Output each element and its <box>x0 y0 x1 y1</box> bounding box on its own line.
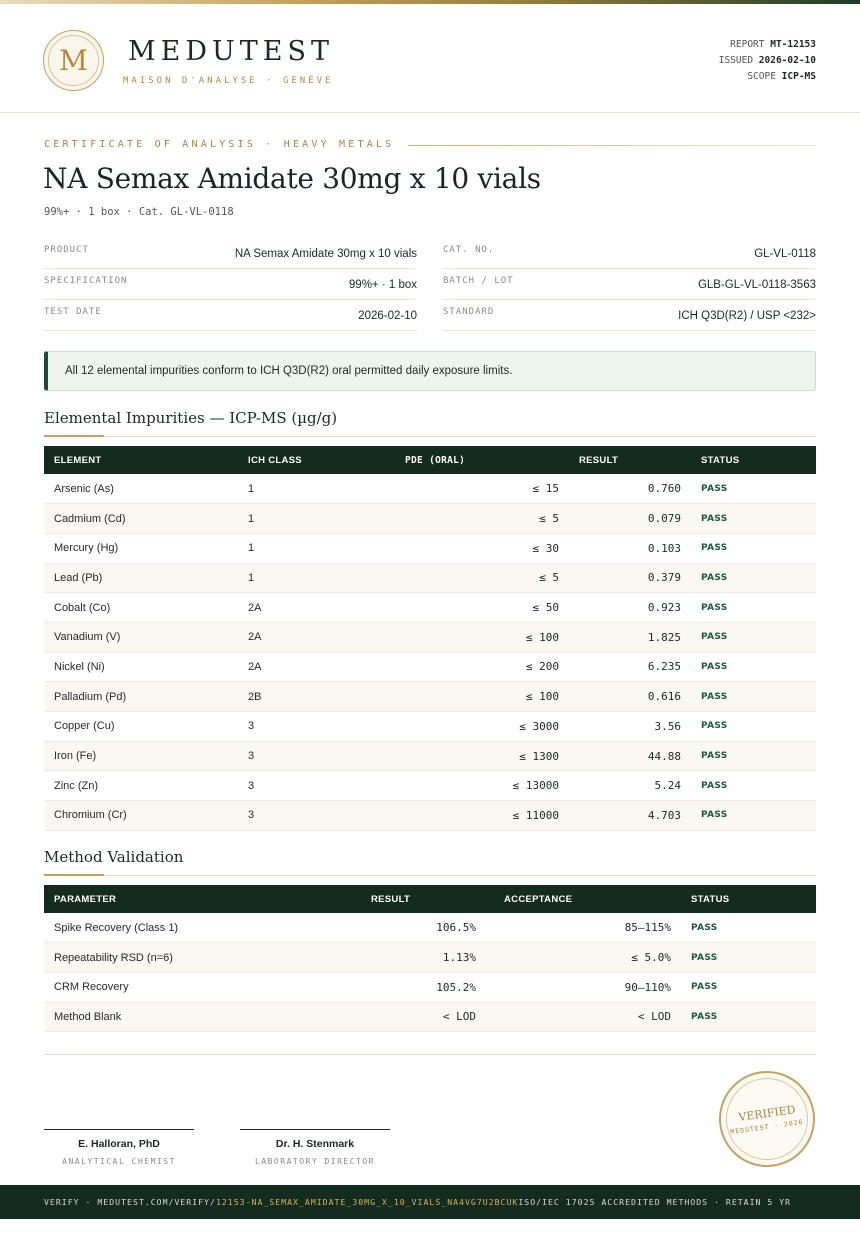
result-value: 4.703 <box>569 801 691 831</box>
info-row-test-date: TEST DATE 2026-02-10 <box>44 300 417 331</box>
method-result: 106.5% <box>310 913 486 943</box>
pde-limit: ≤ 200 <box>395 652 569 682</box>
pde-limit: ≤ 11000 <box>395 801 569 831</box>
status-badge: PASS <box>681 943 816 973</box>
element-name: Palladium (Pd) <box>44 682 238 712</box>
method-result: 1.13% <box>310 943 486 973</box>
status-badge: PASS <box>691 593 816 623</box>
table-row <box>44 943 816 973</box>
status-badge: PASS <box>691 563 816 593</box>
result-value: 0.379 <box>569 563 691 593</box>
pde-limit: ≤ 100 <box>395 622 569 652</box>
element-name: Chromium (Cr) <box>44 801 238 831</box>
ich-class: 2A <box>238 622 395 652</box>
col-method-result: RESULT <box>371 893 411 905</box>
status-badge: PASS <box>681 1002 816 1032</box>
element-name: Lead (Pb) <box>44 563 238 593</box>
result-value: 0.760 <box>569 474 691 504</box>
status-badge: PASS <box>691 533 816 563</box>
pde-limit: ≤ 15 <box>395 474 569 504</box>
table-row <box>44 682 816 712</box>
table-row <box>44 712 816 742</box>
acceptance-range: < LOD <box>486 1002 681 1032</box>
status-badge: PASS <box>691 801 816 831</box>
table-row <box>44 771 816 801</box>
result-value: 44.88 <box>569 741 691 771</box>
method-section-accent <box>44 874 104 876</box>
ich-class: 3 <box>238 801 395 831</box>
method-section-title: Method Validation <box>44 848 184 866</box>
method-result: < LOD <box>310 1002 486 1032</box>
col-parameter: PARAMETER <box>54 893 117 905</box>
element-name: Cobalt (Co) <box>44 593 238 623</box>
element-name: Nickel (Ni) <box>44 652 238 682</box>
status-badge: PASS <box>691 622 816 652</box>
result-value: 6.235 <box>569 652 691 682</box>
element-name: Copper (Cu) <box>44 712 238 742</box>
kicker-divider <box>408 145 816 146</box>
ich-class: 1 <box>238 474 395 504</box>
parameter-name: Spike Recovery (Class 1) <box>44 913 310 943</box>
pde-limit: ≤ 5 <box>395 563 569 593</box>
result-value: 0.616 <box>569 682 691 712</box>
info-grid-right <box>443 238 816 331</box>
meta-report: REPORT MT-12153 <box>730 39 816 50</box>
result-value: 0.923 <box>569 593 691 623</box>
pde-limit: ≤ 30 <box>395 533 569 563</box>
status-badge: PASS <box>691 474 816 504</box>
meta-scope: SCOPE ICP-MS <box>747 71 816 82</box>
brand-name: MEDUTEST <box>128 36 334 67</box>
table-row <box>44 1002 816 1032</box>
elements-table <box>44 446 816 831</box>
method-result: 105.2% <box>310 972 486 1002</box>
verify-link[interactable]: 12153-NA_SEMAX_AMIDATE_30MG_X_10_VIALS_NA4VG7U2BCUK <box>215 1197 519 1207</box>
info-row-cat-no: CAT. NO. GL-VL-0118 <box>443 238 816 269</box>
element-name: Arsenic (As) <box>44 474 238 504</box>
brand-subtitle: MAISON D'ANALYSE · GENÈVE <box>123 76 334 86</box>
content-end-divider <box>44 1054 816 1055</box>
pde-limit: ≤ 50 <box>395 593 569 623</box>
result-value: 3.56 <box>569 712 691 742</box>
pde-limit: ≤ 1300 <box>395 741 569 771</box>
status-badge: PASS <box>681 913 816 943</box>
ich-class: 3 <box>238 771 395 801</box>
table-row <box>44 741 816 771</box>
report-meta <box>719 37 816 85</box>
verified-seal: VERIFIED MEDUTEST · 2026 <box>719 1071 815 1167</box>
method-table <box>44 885 816 1032</box>
info-row-product: PRODUCT NA Semax Amidate 30mg x 10 vials <box>44 238 417 269</box>
info-row-standard: STANDARD ICH Q3D(R2) / USP <232> <box>443 300 816 331</box>
status-badge: PASS <box>691 771 816 801</box>
table-row <box>44 972 816 1002</box>
elements-section-accent <box>44 435 104 437</box>
pde-limit: ≤ 5 <box>395 504 569 534</box>
parameter-name: Repeatability RSD (n=6) <box>44 943 310 973</box>
ich-class: 1 <box>238 533 395 563</box>
col-method-status: STATUS <box>691 893 730 905</box>
pde-limit: ≤ 100 <box>395 682 569 712</box>
status-badge: PASS <box>691 712 816 742</box>
meta-issued: ISSUED 2026-02-10 <box>718 55 816 66</box>
ich-class: 2B <box>238 682 395 712</box>
table-row <box>44 533 816 563</box>
pde-limit: ≤ 3000 <box>395 712 569 742</box>
pde-limit: ≤ 13000 <box>395 771 569 801</box>
method-header-row <box>44 885 816 913</box>
verify-footer: VERIFY · MEDUTEST.COM/VERIFY/ 12153-NA_SEMAX_AMIDATE_30MG_X_10_VIALS_NA4VG7U2BCUK ISO/IEC 17025 ACCREDITED METHODS · RETAIN 5 YR <box>0 1185 860 1219</box>
parameter-name: Method Blank <box>44 1002 310 1032</box>
table-row <box>44 913 816 943</box>
table-row <box>44 504 816 534</box>
elements-section-title: Elemental Impurities — ICP-MS (µg/g) <box>44 409 338 427</box>
table-row <box>44 593 816 623</box>
status-badge: PASS <box>691 682 816 712</box>
col-element: ELEMENT <box>54 454 102 466</box>
info-grid-left <box>44 238 417 331</box>
ich-class: 2A <box>238 593 395 623</box>
product-subtitle: 99%+ · 1 box · Cat. GL-VL-0118 <box>44 206 234 218</box>
table-row <box>44 563 816 593</box>
element-name: Vanadium (V) <box>44 622 238 652</box>
status-badge: PASS <box>691 504 816 534</box>
col-ich-class: ICH CLASS <box>248 454 302 466</box>
ich-class: 3 <box>238 741 395 771</box>
info-row-batch: BATCH / LOT GLB-GL-VL-0118-3563 <box>443 269 816 300</box>
certificate-kicker: CERTIFICATE OF ANALYSIS · HEAVY METALS <box>44 139 395 150</box>
table-row <box>44 801 816 831</box>
logo-letter: M <box>59 44 88 77</box>
status-badge: PASS <box>681 972 816 1002</box>
ich-class: 1 <box>238 563 395 593</box>
result-value: 0.103 <box>569 533 691 563</box>
result-value: 1.825 <box>569 622 691 652</box>
product-title: NA Semax Amidate 30mg x 10 vials <box>43 162 541 195</box>
element-name: Iron (Fe) <box>44 741 238 771</box>
conformity-notice: All 12 elemental impurities conform to ICH Q3D(R2) oral permitted daily exposure limits. <box>44 351 816 391</box>
table-row <box>44 652 816 682</box>
result-value: 0.079 <box>569 504 691 534</box>
ich-class: 2A <box>238 652 395 682</box>
table-row <box>44 474 816 504</box>
element-name: Mercury (Hg) <box>44 533 238 563</box>
result-value: 5.24 <box>569 771 691 801</box>
report-header <box>0 4 860 113</box>
info-row-specification: SPECIFICATION 99%+ · 1 box <box>44 269 417 300</box>
ich-class: 3 <box>238 712 395 742</box>
signature-director: Dr. H. Stenmark LABORATORY DIRECTOR <box>240 1129 390 1166</box>
status-badge: PASS <box>691 741 816 771</box>
status-badge: PASS <box>691 652 816 682</box>
table-row <box>44 622 816 652</box>
acceptance-range: ≤ 5.0% <box>486 943 681 973</box>
parameter-name: CRM Recovery <box>44 972 310 1002</box>
col-status: STATUS <box>701 454 740 466</box>
col-pde: PDE (ORAL) <box>405 454 466 466</box>
acceptance-range: 85–115% <box>486 913 681 943</box>
acceptance-range: 90–110% <box>486 972 681 1002</box>
logo-emblem <box>43 30 104 91</box>
col-result: RESULT <box>579 454 619 466</box>
col-acceptance: ACCEPTANCE <box>504 893 573 905</box>
elements-section-divider <box>44 436 816 437</box>
element-name: Cadmium (Cd) <box>44 504 238 534</box>
element-name: Zinc (Zn) <box>44 771 238 801</box>
signature-chemist: E. Halloran, PhD ANALYTICAL CHEMIST <box>44 1129 194 1166</box>
method-section-divider <box>44 875 816 876</box>
ich-class: 1 <box>238 504 395 534</box>
elements-header-row <box>44 446 816 474</box>
